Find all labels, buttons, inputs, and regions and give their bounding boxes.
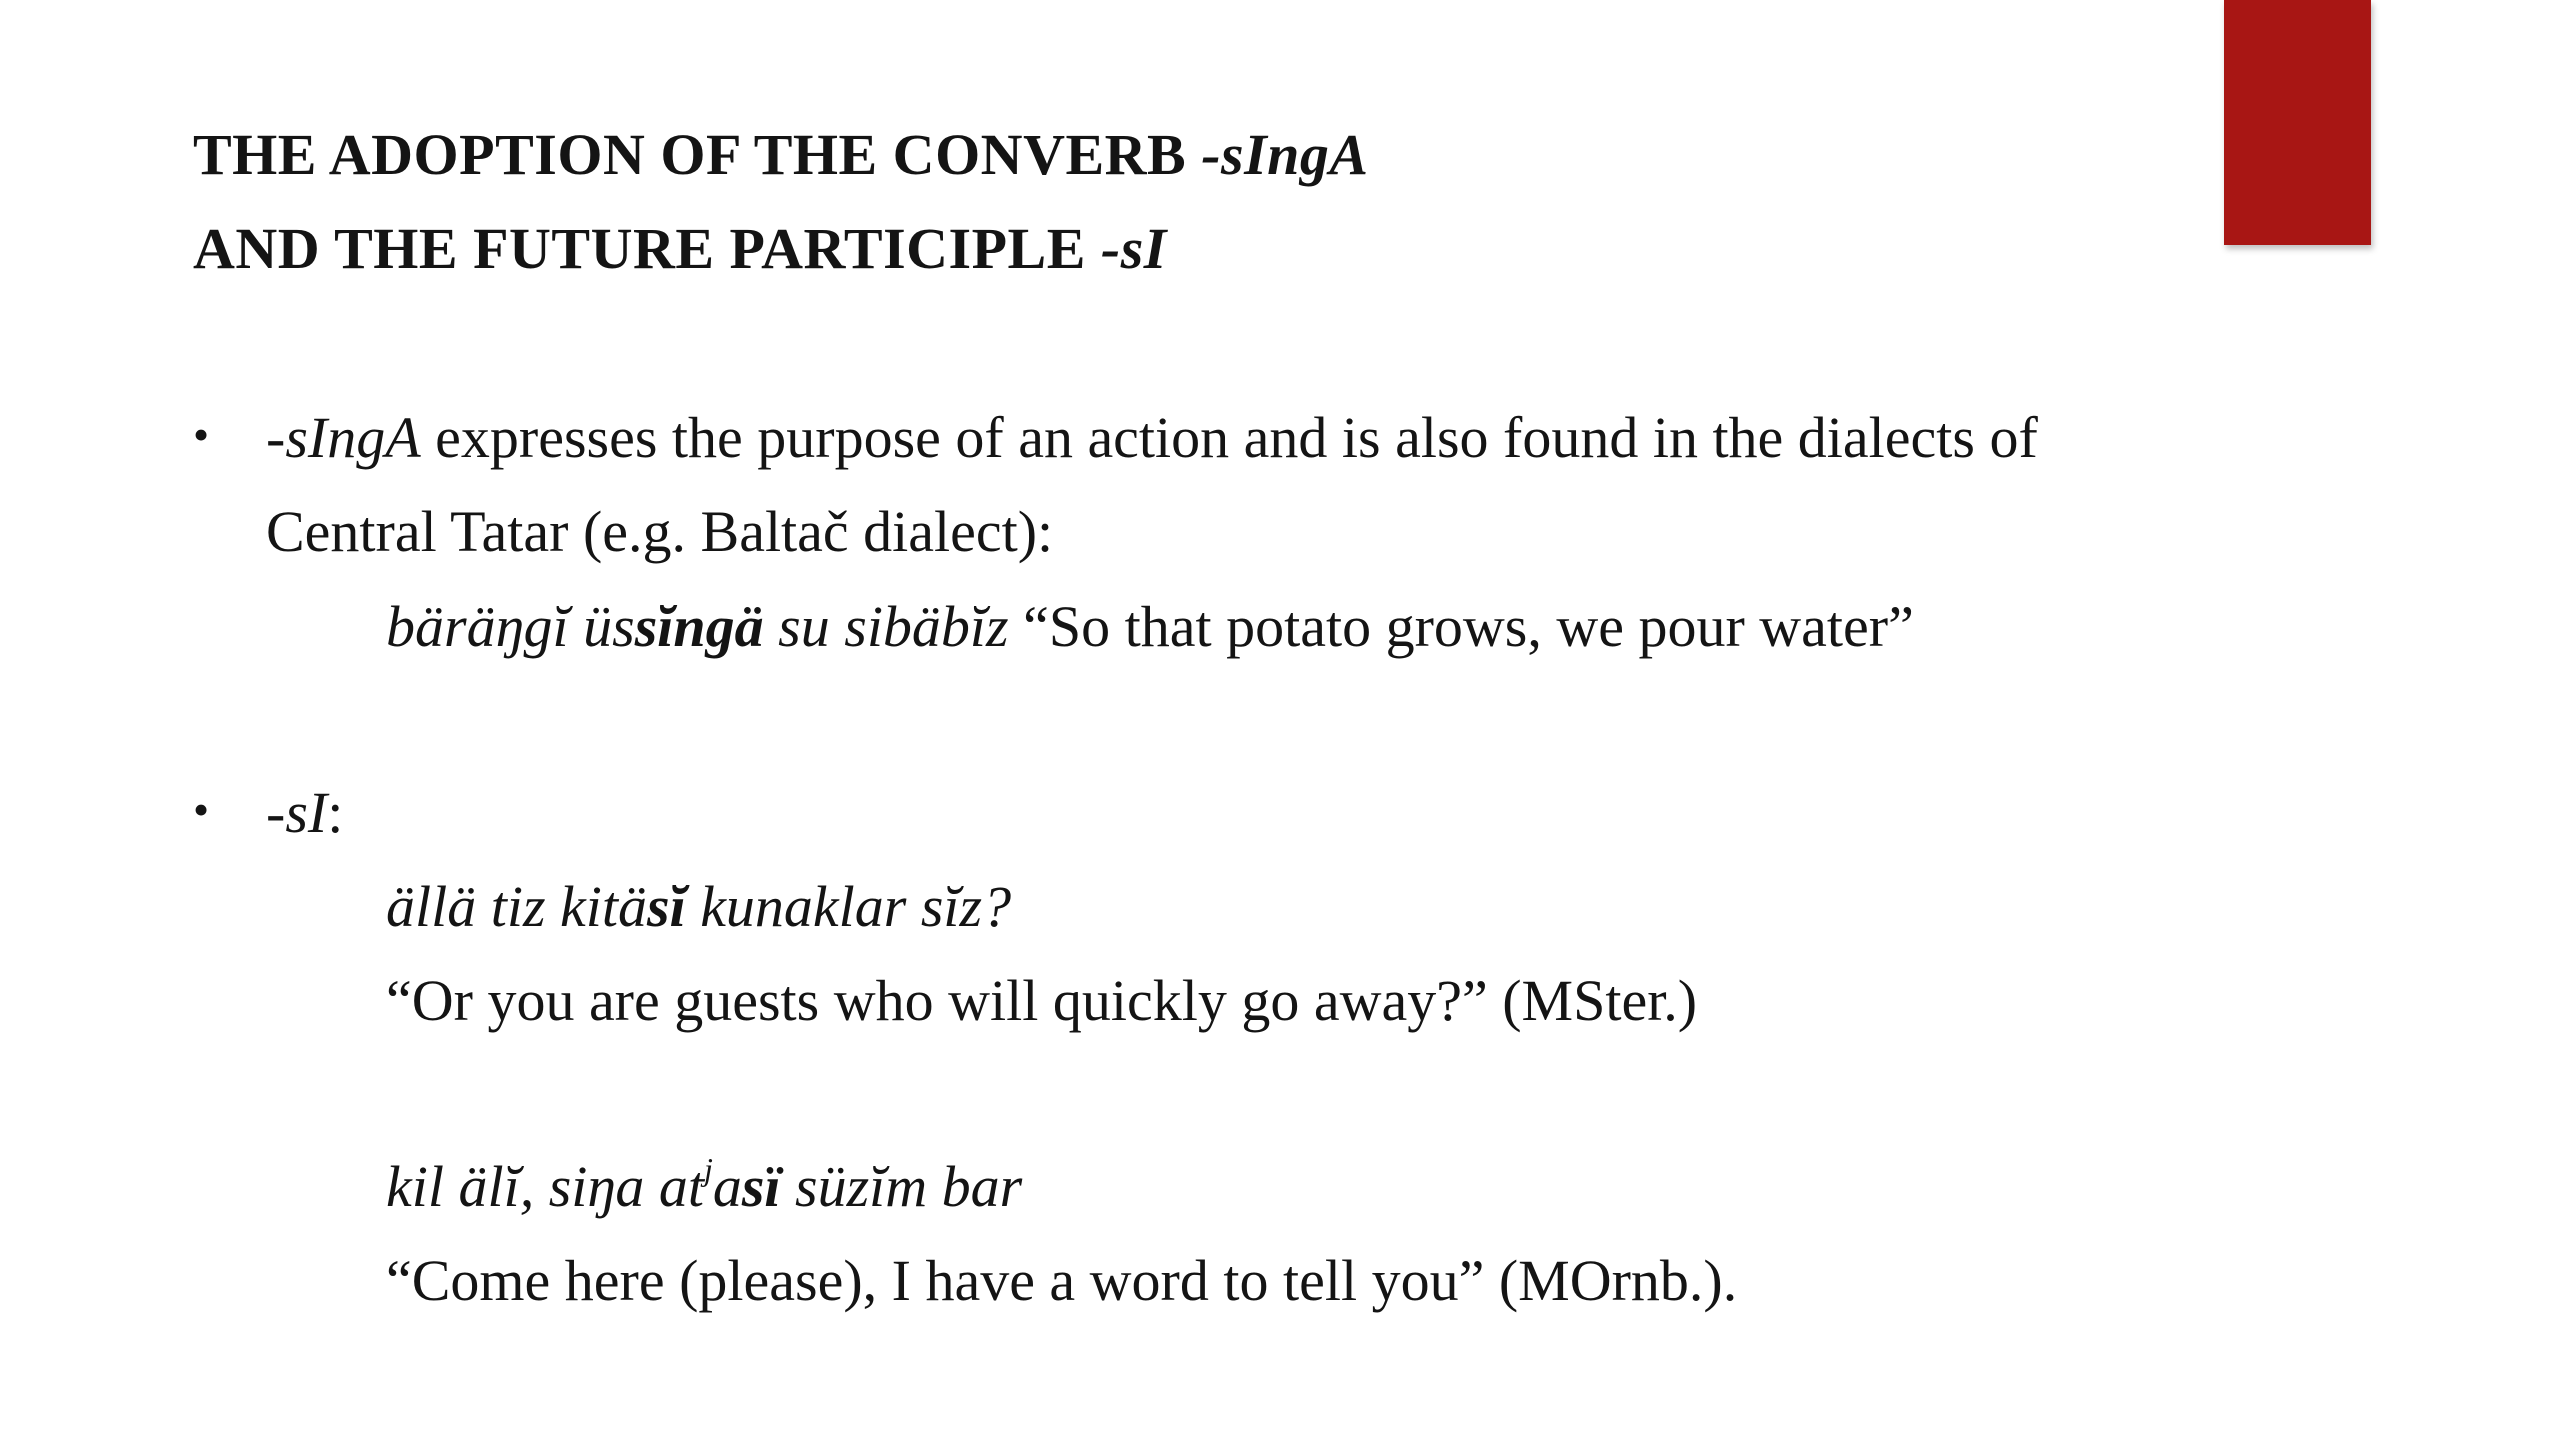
accent-bar [2224, 0, 2371, 245]
bullet-1-line-2: Central Tatar (e.g. Baltač dialect): [266, 499, 1054, 564]
slide-title [193, 108, 1369, 296]
title-line-2: AND THE FUTURE PARTICIPLE -sI [193, 216, 1167, 281]
bullet-2-example-1: ällä tiz kitäsĭ kunaklar sĭz? [386, 874, 1012, 939]
bullet-2-line-1: -sI: [266, 780, 344, 845]
bullet-2-example-2: kil älĭ, siŋa $at^jasï$ süzĭm bar [386, 1150, 1023, 1219]
bullet-marker-2: • [193, 784, 210, 835]
bullet-2-example-2-translation: “Come here (please), I have a word to tell you” (MOrnb.). [386, 1248, 1738, 1313]
bullet-1-example: bäräŋgĭ üssĭngä su sibäbĭz “So that potato grows, we pour water” [386, 594, 1914, 659]
bullet-2-term: -sI [266, 780, 328, 845]
bullet-1-term: -sIngA [266, 405, 421, 470]
bullet-2-example-1-translation: “Or you are guests who will quickly go away?” (MSter.) [386, 968, 1698, 1033]
bullet-1-line-1: -sIngA expresses the purpose of an action and is also found in the dialects of [266, 405, 2038, 470]
bullet-marker-1: • [193, 409, 210, 460]
title-line-1: THE ADOPTION OF THE CONVERB -sIngA [193, 122, 1369, 187]
